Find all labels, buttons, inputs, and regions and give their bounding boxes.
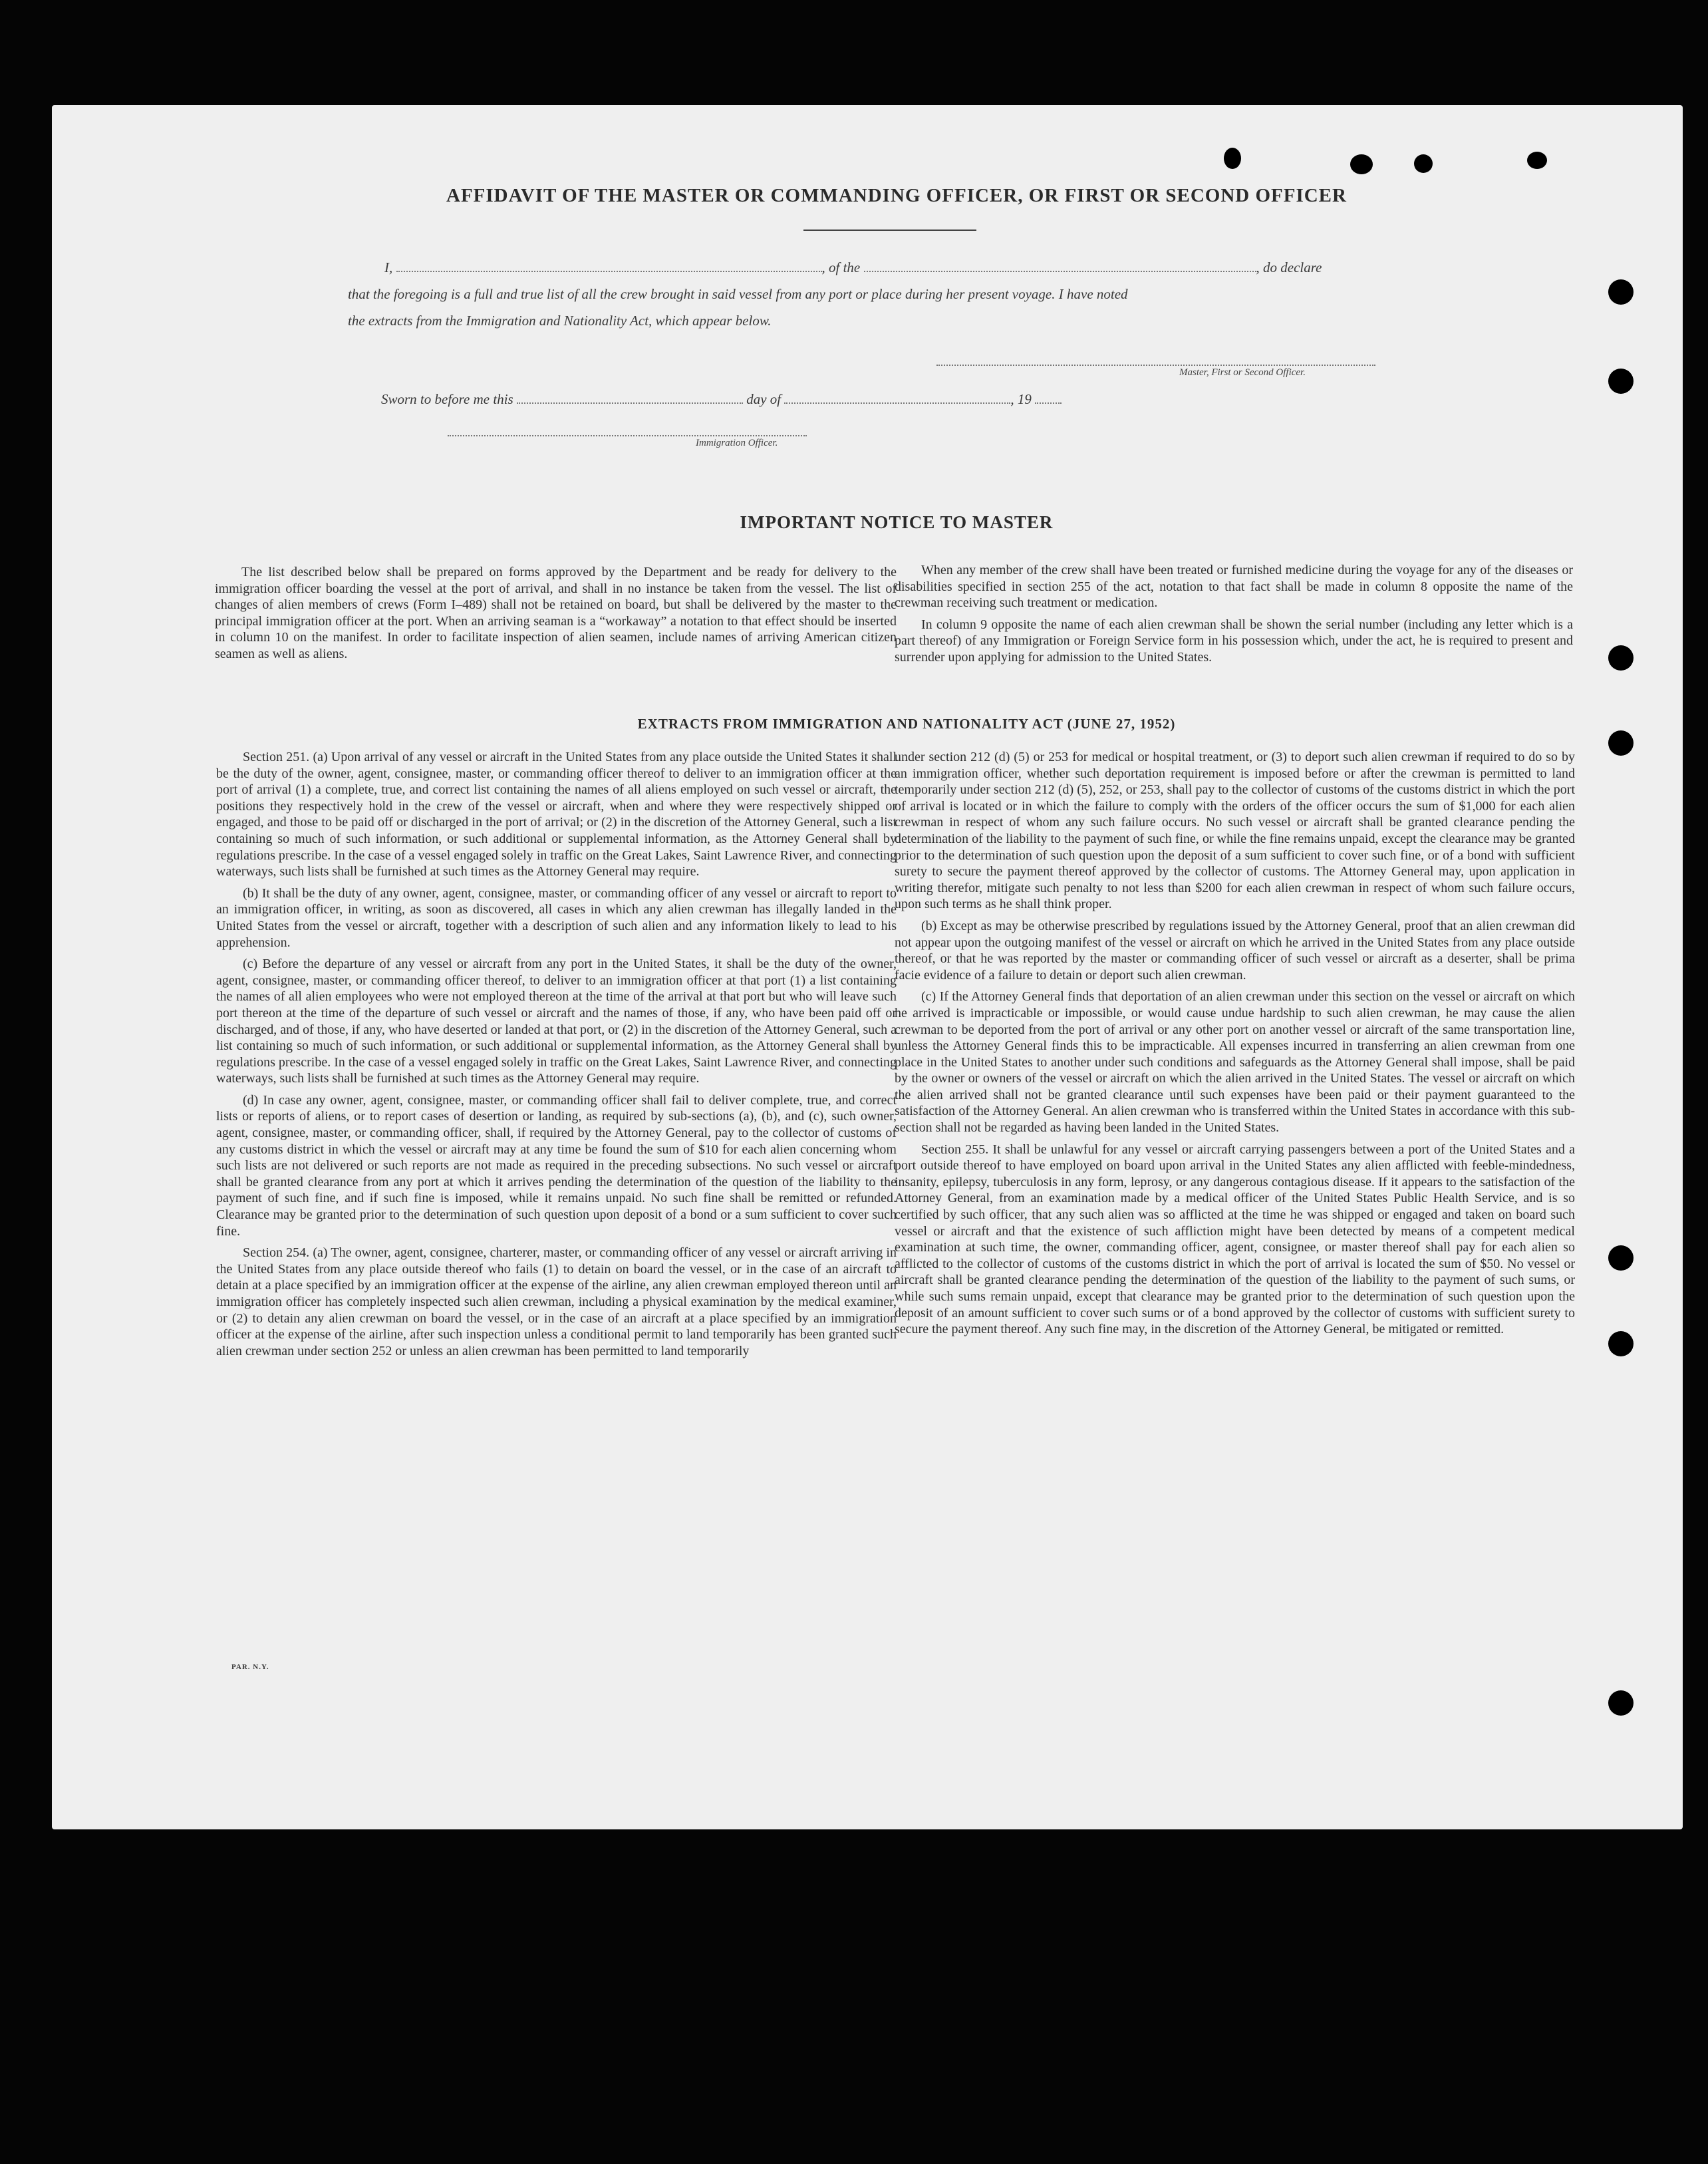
notice-left-column — [215, 564, 897, 663]
title-rule — [803, 230, 976, 231]
sworn-year-field[interactable] — [1035, 396, 1062, 404]
section-251-c: (c) Before the departure of any vessel or aircraft from any port in the United States, it shall be the duty of the owner, agent, consignee, master, or commanding officer thereof, to deliver to an immigration officer at that port (1) a list containing the names of all alien employees who were not employed thereon at the time of the arrival at that port but who will leave such port thereon at the time of the departure of such vessel or aircraft and the names of those, if any, who have been paid off or discharged, and of those, if any, who have deserted or landed at that port, or (2) in the discretion of the Attorney General, such a list containing so much of such information, or such additional or supplemental information, as the Attorney General shall by regulations prescribe. In the case of a vessel engaged solely in traffic on the Great Lakes, Saint Lawrence River, and connecting waterways, such lists shall be furnished at such times as the Attorney General may require. — [216, 957, 897, 1086]
binder-hole-icon — [1608, 1690, 1634, 1716]
section-251-d: (d) In case any owner, agent, consignee, master, or commanding officer shall fail to deliver complete, true, and correct lists or reports of aliens, or to report cases of desertion or landing, as required by sub-sections (a), (b), and (c), such owner, agent, consignee, master, or commanding officer, shall, if required by the Attorney General, pay to the collector of customs of any customs district in which the vessel or aircraft may at any time be found the sum of $10 for each alien concerning whom such lists are not delivered or such reports are not made as required in the preceding subsections. No such vessel or aircraft shall be granted clearance from any port at which it arrives pending the determination of the question of the liability to the payment of such fine, and if such fine is imposed, while it remains unpaid. No such fine shall be remitted or refunded. Clearance may be granted prior to the determination of such question upon deposit of a bond or a sum sufficient to cover such fine. — [216, 1092, 897, 1239]
section-251-b: (b) It shall be the duty of any owner, agent, consignee, master, or commanding officer of any vessel or aircraft to report to an immigration officer, in writing, as soon as discovered, all cases in which any alien crewman has illegally landed in the United States from the vessel or aircraft, together with a description of such alien and any information likely to lead to his apprehension. — [216, 885, 897, 950]
speck-icon — [1414, 154, 1433, 173]
document-page — [52, 105, 1683, 1829]
of-the-label: , of the — [821, 259, 861, 275]
declarant-prefix: I, — [384, 259, 393, 275]
extracts-title: EXTRACTS FROM IMMIGRATION AND NATIONALITY ACT (JUNE 27, 1952) — [637, 716, 1176, 732]
section-254-b: (b) Except as may be otherwise prescribed by regulations issued by the Attorney General, proof that an alien crewman did not appear upon the outgoing manifest of the vessel or aircraft on which he arrived in the United States from any place outside thereof, or that he was reported by the master or commanding officer of such vessel or aircraft as a deserter, shall be prima facie evidence of a failure to detain or deport such alien crewman. — [895, 918, 1575, 983]
printer-mark: PAR. N.Y. — [231, 1663, 269, 1671]
declaration-text-line3: the extracts from the Immigration and Nationality Act, which appear below. — [348, 313, 772, 329]
officer-signature-caption: Immigration Officer. — [696, 438, 778, 448]
affidavit-title: AFFIDAVIT OF THE MASTER OR COMMANDING OFFICER, OR FIRST OR SECOND OFFICER — [446, 185, 1347, 206]
speck-icon — [1224, 148, 1241, 169]
notice-right-paragraph-2: In column 9 opposite the name of each alien crewman shall be shown the serial number (including any letter which is a part thereof) of any Immigration or Foreign Service form in his possession which, under the act, he is required to present and surrender upon applying for admission to the United States. — [895, 617, 1573, 665]
day-of-label: day of — [746, 391, 782, 407]
binder-hole-icon — [1608, 279, 1634, 305]
master-signature-field[interactable] — [936, 365, 1375, 366]
speck-icon — [1527, 152, 1547, 169]
section-254-a: Section 254. (a) The owner, agent, consignee, charterer, master, or commanding officer of any vessel or aircraft arriving in the United States from any place outside thereof who fails (1) to detain on board the vessel, or in the case of an aircraft to detain at a place specified by an immigration officer at the expense of the airline, any alien crewman employed thereon until an immigration officer has completely inspected such alien crewman, including a physical examination by the medical examiner, or (2) to detain any alien crewman on board the vessel, or in the case of an aircraft at a place specified by an immigration officer at the expense of the airline, after such inspection unless a conditional permit to land temporarily has been granted such alien crewman under section 252 or unless an alien crewman has been permitted to land temporarily — [216, 1245, 897, 1358]
officer-signature-field[interactable] — [448, 435, 807, 436]
binder-hole-icon — [1608, 369, 1634, 394]
binder-hole-icon — [1608, 645, 1634, 671]
section-254-continued: under section 212 (d) (5) or 253 for medical or hospital treatment, or (3) to deport such alien crewman if required to do so by an immigration officer, whether such deportation requirement is imposed before or after the crewman is permitted to land temporarily under section 212 (d) (5), 252, or 253, shall pay to the collector of customs of the customs district in which the port of arrival is located or in which the failure to comply with the orders of the officer occurs the sum of $1,000 for each alien crewman in respect of whom any such failure occurs. No such vessel or aircraft shall be granted clearance pending the determination of the liability to the payment of such fine, or while the fine remains unpaid, except the clearance may be granted prior to the determination of such question upon the deposit of a sum sufficient to cover such fine, or of a bond with sufficient surety to secure the payment thereof approved by the collector of customs. The Attorney General may, upon application in writing therefor, mitigate such penalty to not less than $200 for each alien crewman in respect of whom such failure occurs, upon such terms as he shall think proper. — [895, 750, 1575, 912]
notice-title: IMPORTANT NOTICE TO MASTER — [740, 512, 1054, 532]
declaration-text-line2: that the foregoing is a full and true list of all the crew brought in said vessel from any port or place during her present voyage. I have noted — [348, 286, 1128, 302]
vessel-name-field[interactable] — [864, 264, 1256, 272]
sworn-month-field[interactable] — [784, 396, 1010, 404]
master-signature-caption: Master, First or Second Officer. — [1179, 367, 1306, 378]
extracts-left-column — [216, 749, 897, 1359]
binder-hole-icon — [1608, 1331, 1634, 1356]
sworn-prefix: Sworn to before me this — [381, 391, 513, 407]
section-251-a: Section 251. (a) Upon arrival of any vessel or aircraft in the United States from any place outside the United States it shall be the duty of the owner, agent, consignee, master, or commanding officer thereof to deliver to an immigration officer at the port of arrival (1) a complete, true, and correct list containing the names of all aliens employed on such vessel or aircraft, the positions they respectively hold in the crew of the vessel or aircraft, when and where they were respectively shipped or engaged, and those to be paid off or discharged in the port of arrival; or (2) in the discretion of the Attorney General, such a list containing so much of such information, or such additional or supplemental information, as the Attorney General shall by regulations prescribe. In the case of a vessel engaged solely in traffic on the Great Lakes, Saint Lawrence River, and connecting waterways, such lists shall be furnished at such times as the Attorney General may require. — [216, 750, 897, 879]
year-label: , 19 — [1010, 391, 1032, 407]
binder-hole-icon — [1608, 730, 1634, 756]
declarant-name-field[interactable] — [396, 264, 822, 272]
speck-icon — [1350, 154, 1373, 174]
notice-right-paragraph-1: When any member of the crew shall have been treated or furnished medicine during the voyage for any of the diseases or disabilities specified in section 255 of the act, notation to that fact shall be made in column 8 opposite the name of the crewman receiving such treatment or medication. — [895, 563, 1573, 611]
binder-hole-icon — [1608, 1245, 1634, 1271]
section-255: Section 255. It shall be unlawful for any vessel or aircraft carrying passengers between a port of the United States and a port outside thereof to have employed on board upon arrival in the United States any alien afflicted with feeble-mindedness, insanity, epilepsy, tuberculosis in any form, leprosy, or any dangerous contagious disease. If it appears to the satisfaction of the Attorney General, from an examination made by a medical officer of the United States Public Health Service, and is so certified by such officer, that any such alien was so afflicted at the time he was shipped or engaged and taken on board such vessel or aircraft and that the existence of such affliction might have been detected by means of a competent medical examination at such time, the owner, commanding officer, agent, consignee, or master thereof shall pay for each alien so afflicted to the collector of customs of the customs district in which the port of arrival is located the sum of $50. No vessel or aircraft shall be granted clearance pending the determination of the question of the liability to the payment of such sums, or while such sums remain unpaid, except that clearance may be granted prior to the determination of such question upon the deposit of an amount sufficient to cover such sums or of a bond approved by the collector of customs with sufficient surety to secure the payment thereof. Any such fine may, in the discretion of the Attorney General, be mitigated or remitted. — [895, 1142, 1575, 1337]
section-254-c: (c) If the Attorney General finds that deportation of an alien crewman under this section on the vessel or aircraft on which he arrived is impracticable or impossible, or would cause undue hardship to such alien crewman, he may cause the alien crewman to be deported from the port of arrival or any other port on another vessel or aircraft of the same transportation line, unless the Attorney General finds this to be impracticable. All expenses incurred in transferring an alien crewman from one place in the United States to another under such conditions and safeguards as the Attorney General shall impose, shall be paid by the owner or owners of the vessel or aircraft on which the alien arrived in the United States. The vessel or aircraft on which the alien arrived shall not be granted clearance until such expenses have been paid or their payment guaranteed to the satisfaction of the Attorney General. An alien crewman who is transferred within the United States in accordance with this sub-section shall not be regarded as having been landed in the United States. — [895, 989, 1575, 1136]
notice-right-column — [895, 562, 1573, 666]
notice-left-paragraph: The list described below shall be prepared on forms approved by the Department and be ready for delivery to the immigration officer boarding the vessel at the port of arrival, and shall in no instance be taken from the vessel. The list of changes of alien members of crews (Form I–489) shall not be retained on board, but shall be delivered by the master to the principal immigration officer at the port. When an arriving seaman is a “workaway” a notation to that effect should be inserted in column 10 on the manifest. In order to facilitate inspection of alien seamen, include names of arriving American citizen seamen as well as aliens. — [215, 565, 897, 661]
declare-label: , do declare — [1256, 259, 1322, 275]
declaration-line — [384, 259, 1322, 276]
sworn-day-field[interactable] — [517, 396, 743, 404]
sworn-line — [381, 391, 1062, 408]
extracts-right-column — [895, 749, 1575, 1338]
